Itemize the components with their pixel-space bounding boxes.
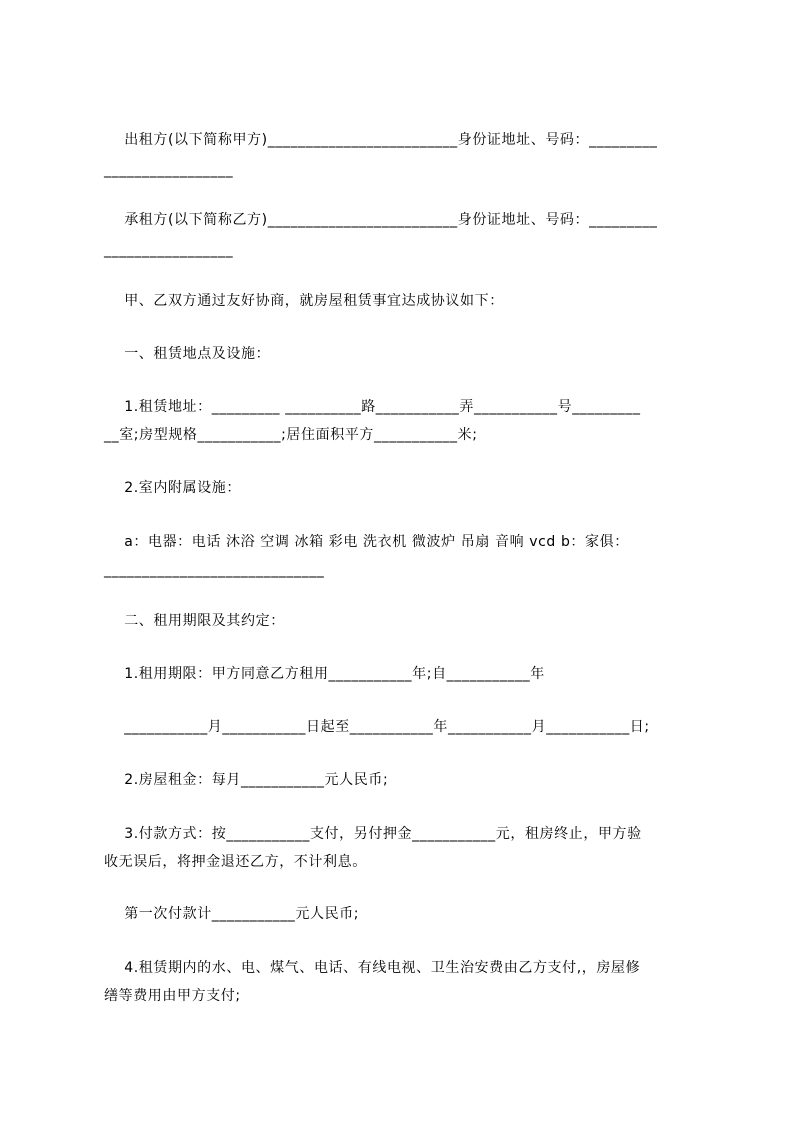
appliances-line: a：电器：电话 沐浴 空调 冰箱 彩电 洗衣机 微波炉 吊扇 音响 vcd b：家俱： [104, 534, 629, 550]
section-1-heading: 一、租赁地点及设施： [104, 346, 271, 362]
section-2-heading: 二、租用期限及其约定： [104, 613, 285, 629]
facilities-heading: 2.室内附属设施： [104, 480, 241, 496]
monthly-rent-line: 2.房屋租金：每月___________元人民币; [104, 772, 389, 788]
furniture-blank: _____________________________ [104, 562, 325, 578]
payment-method-line: 3.付款方式：按___________支付，另付押金___________元，租房终止，甲方验 [104, 826, 642, 842]
lease-dates-line: ___________月___________日起至___________年___________月___________日; [104, 719, 650, 735]
payment-method-line-continued: 收无误后，将押金退还乙方，不计利息。 [104, 854, 367, 870]
lessee-line: 承租方(以下简称乙方)_________________________身份证地址、号码：_________ [104, 212, 658, 228]
first-payment-line: 第一次付款计___________元人民币; [104, 906, 360, 922]
lease-term-line: 1.租用期限：甲方同意乙方租用___________年;自___________年 [104, 666, 545, 682]
lessee-line-continued: _________________ [104, 242, 234, 258]
lessor-line-continued: _________________ [104, 162, 234, 178]
agreement-intro: 甲、乙双方通过友好协商，就房屋租赁事宜达成协议如下： [104, 293, 504, 309]
rental-address-line: 1.租赁地址：_________ __________路___________弄___________号_________ [104, 399, 641, 415]
rental-address-line-continued: __室;房型规格___________;居住面积平方___________米; [104, 427, 478, 443]
utilities-line-continued: 缮等费用由甲方支付; [104, 988, 241, 1004]
utilities-line: 4.租赁期内的水、电、煤气、电话、有线电视、卫生治安费由乙方支付,，房屋修 [104, 960, 641, 976]
lessor-line: 出租方(以下简称甲方)_________________________身份证地址、号码：_________ [104, 132, 658, 148]
